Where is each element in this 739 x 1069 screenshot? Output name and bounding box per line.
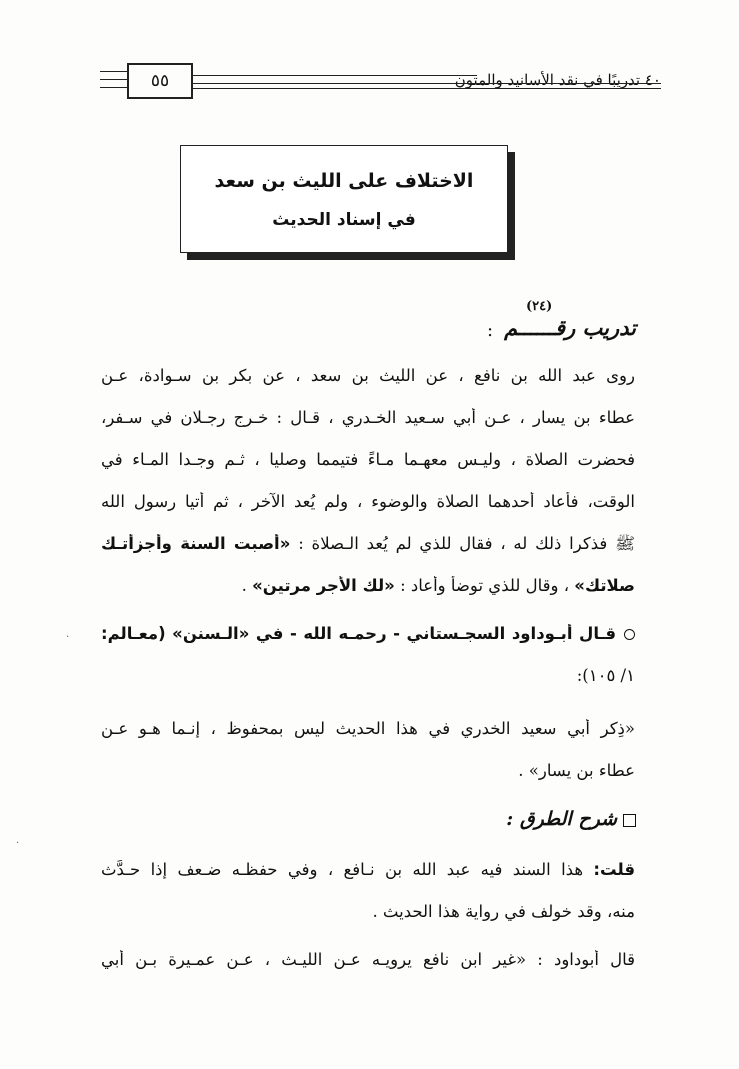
text-line: الوقت، فأعاد أحدهما الصلاة والوضوء ، ولم يُعد الآخر ، ثم أتيا رسول الله xyxy=(101,492,635,511)
text-run: . xyxy=(241,576,247,595)
text-line xyxy=(101,534,635,558)
training-number: (٢٤) xyxy=(526,299,553,314)
hadith-quote: «لك الأجر مرتين» xyxy=(252,576,395,595)
qultu-label: قلت: xyxy=(593,860,635,879)
scan-speck: · xyxy=(16,838,20,849)
running-title: ٤٠ تدريبًا في نقد الأسانيد والمتون xyxy=(454,71,661,89)
scan-speck: · xyxy=(66,632,70,643)
circle-bullet-icon xyxy=(624,629,635,640)
hadith-quote: صلاتك» xyxy=(574,576,635,595)
text-line: قال أبوداود : «غير ابن نافع يرويـه عـن الليـث ، عـن عمـيرة بـن أبي xyxy=(101,950,635,969)
header-rule xyxy=(189,75,477,76)
header-rule xyxy=(100,79,127,80)
text-line: روى عبد الله بن نافع ، عن الليث بن سعد ، عن بكر بن سـوادة، عـن xyxy=(101,366,635,385)
citation-heading: قـال أبـوداود السجـستاني - رحمـه الله - في «الـسنن» (معـالم: xyxy=(101,624,616,643)
text-line xyxy=(101,624,635,643)
header-rule xyxy=(100,71,127,72)
training-colon: : xyxy=(487,320,494,341)
text-line: «ذِكر أبي سعيد الخدري في هذا الحديث ليس بمحفوظ ، إنـما هـو عـن xyxy=(101,719,635,738)
chapter-title-line1: الاختلاف على الليث بن سعد xyxy=(214,170,474,192)
text-run: هذا السند فيه عبد الله بن نـافع ، وفي حفظـه ضـعف إذا حـدَّث xyxy=(101,860,584,879)
square-bullet-icon xyxy=(623,814,636,827)
chapter-title-box xyxy=(180,145,508,253)
text-line: ١/ ١٠٥): xyxy=(576,666,635,685)
text-line: عطاء بن يسار ، عـن أبي سـعيد الخـدري ، قـال : خـرج رجـلان في سـفر، xyxy=(101,408,635,427)
text-run: ﷺ فذكرا ذلك له ، فقال للذي لم يُعد الـصلاة : xyxy=(298,534,635,553)
hadith-quote: «أصبت السنة وأجزأتـك xyxy=(101,534,291,553)
text-run: ، وقال للذي توضأ وأعاد : xyxy=(400,576,570,595)
page-number xyxy=(127,63,193,99)
text-line: عطاء بن يسار» . xyxy=(518,761,635,780)
text-line xyxy=(101,576,635,595)
chapter-title-line2: في إسناد الحديث xyxy=(272,210,416,230)
header-rule xyxy=(189,83,661,84)
header-rule xyxy=(189,88,661,89)
section-heading xyxy=(506,808,636,830)
text-line xyxy=(101,860,635,879)
section-heading-text: شرح الطرق : xyxy=(506,808,617,830)
text-line: فحضرت الصلاة ، وليـس معهـما مـاءً فتيمما وصليا ، ثـم وجـدا المـاء في xyxy=(101,450,635,469)
text-line: منه، وقد خولف في رواية هذا الحديث . xyxy=(372,902,635,921)
training-heading: تدريب رقــــــم xyxy=(504,315,636,340)
page-number-text: ٥٥ xyxy=(150,71,170,91)
header-rule xyxy=(100,87,127,88)
